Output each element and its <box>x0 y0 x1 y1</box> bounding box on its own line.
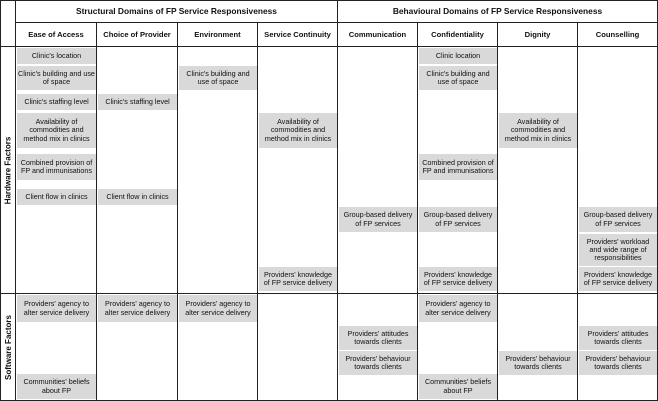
factor-cell: Providers' attitudes towards clients <box>339 326 417 350</box>
factor-cell: Providers' knowledge of FP service delivery <box>419 267 497 291</box>
column-header-ease-of-access: Ease of Access <box>28 29 84 39</box>
row-label-divider <box>15 0 16 401</box>
structural-domains-header: Structural Domains of FP Service Responsiveness <box>76 6 277 17</box>
column-header-communication: Communication <box>348 29 407 39</box>
column-header-environment: Environment <box>194 29 241 39</box>
column-divider <box>497 22 498 401</box>
factor-cell: Availability of commodities and method mix in clinics <box>499 113 577 148</box>
factor-cell: Clinic's building and use of space <box>17 66 96 90</box>
column-header-dignity: Dignity <box>524 29 551 39</box>
factor-cell: Availability of commodities and method mix in clinics <box>259 113 337 148</box>
column-header-divider <box>0 46 658 47</box>
factor-cell: Clinic's building and use of space <box>419 66 497 90</box>
column-header-service-continuity: Service Continuity <box>264 29 331 39</box>
column-header-choice-of-provider: Choice of Provider <box>103 29 171 39</box>
factor-cell: Group-based delivery of FP services <box>419 207 497 232</box>
row-header-hardware <box>1 47 15 293</box>
factor-cell: Providers' behaviour towards clients <box>499 351 577 375</box>
factor-cell: Providers' attitudes towards clients <box>579 326 657 350</box>
column-divider <box>96 22 97 401</box>
row-header-software <box>1 294 15 400</box>
factor-cell: Clinic's staffing level <box>17 94 96 110</box>
factor-cell: Clinic's location <box>17 48 96 64</box>
column-divider <box>257 22 258 401</box>
column-header-counselling: Counselling <box>595 29 640 39</box>
factor-cell: Providers' agency to alter service delivery <box>17 295 96 322</box>
factor-cell: Availability of commodities and method mix in clinics <box>17 113 96 148</box>
behavioural-domains-header: Behavioural Domains of FP Service Responsiveness <box>392 6 603 17</box>
factor-cell: Communities' beliefs about FP <box>17 374 96 399</box>
factor-cell: Clinic's staffing level <box>98 94 177 110</box>
factor-cell: Providers' behaviour towards clients <box>579 351 657 375</box>
column-header-confidentiality: Confidentiality <box>431 29 484 39</box>
factor-cell: Providers' agency to alter service delivery <box>179 295 257 322</box>
factor-cell: Combined provision of FP and immunisations <box>17 154 96 180</box>
factor-cell: Clinic's building and use of space <box>179 66 257 90</box>
factor-cell: Group-based delivery of FP services <box>579 207 657 232</box>
factor-cell: Communities' beliefs about FP <box>419 374 497 399</box>
factor-cell: Providers' behaviour towards clients <box>339 351 417 375</box>
hardware-software-divider <box>0 293 658 294</box>
factor-cell: Group-based delivery of FP services <box>339 207 417 232</box>
factor-cell: Providers' knowledge of FP service delivery <box>259 267 337 291</box>
row-header-software-label: Software Factors <box>3 314 13 380</box>
group-divider <box>337 0 338 401</box>
factor-cell: Providers' knowledge of FP service delivery <box>579 267 657 291</box>
factor-cell: Client flow in clinics <box>17 189 96 205</box>
factor-cell: Providers' agency to alter service delivery <box>419 295 497 322</box>
factor-cell: Providers' agency to alter service delivery <box>98 295 177 322</box>
factor-cell: Combined provision of FP and immunisations <box>419 154 497 180</box>
factor-cell: Providers' workload and wide range of responsibilities <box>579 234 657 266</box>
factor-cell: Client flow in clinics <box>98 189 177 205</box>
column-divider <box>177 22 178 401</box>
column-divider <box>577 22 578 401</box>
column-divider <box>417 22 418 401</box>
row-header-hardware-label: Hardware Factors <box>3 136 13 204</box>
factor-cell: Clinic location <box>419 48 497 64</box>
